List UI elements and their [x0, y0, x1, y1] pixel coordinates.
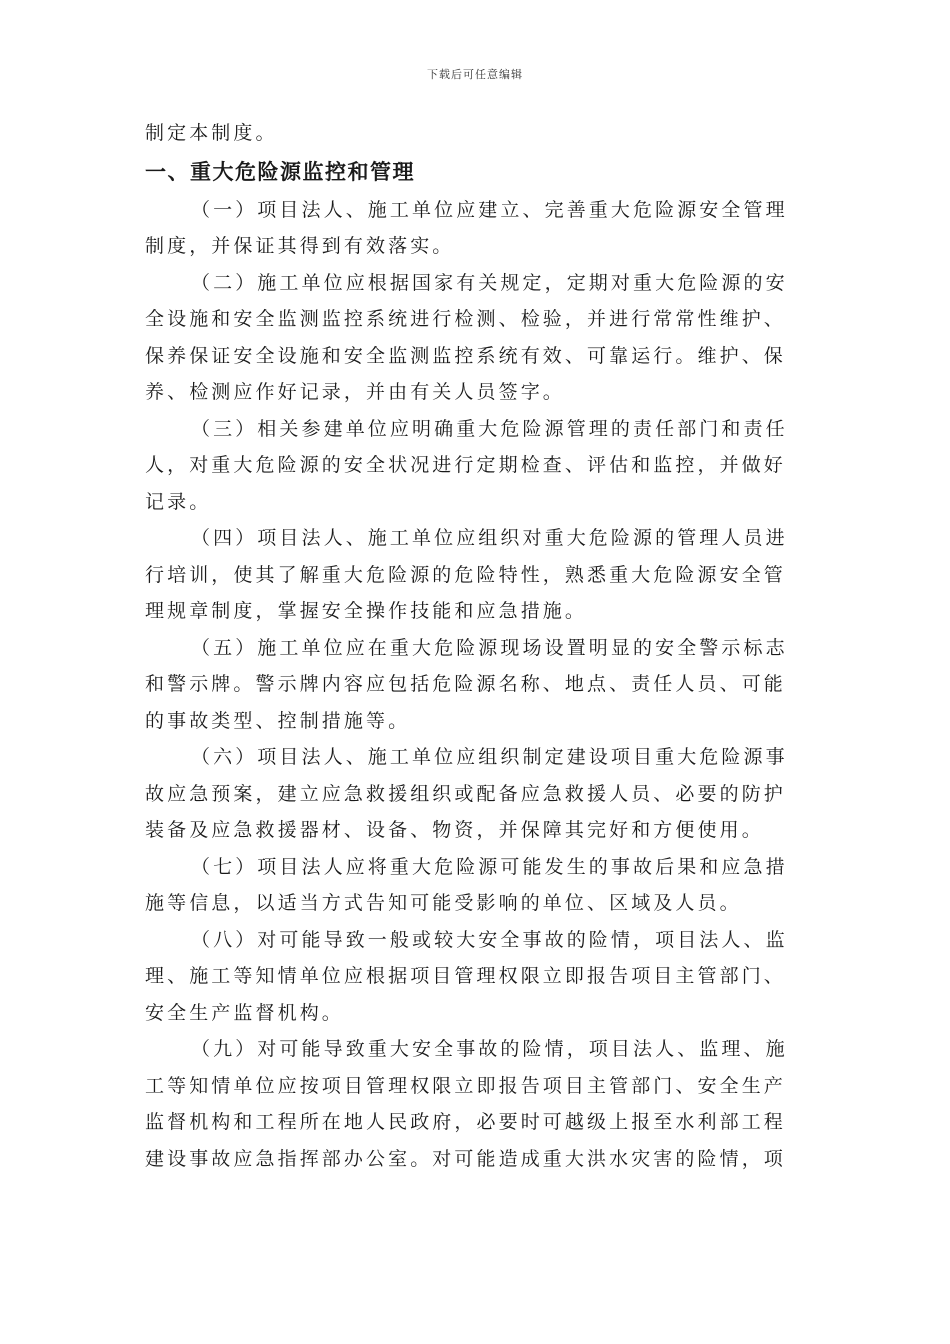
paragraph: [145, 1031, 807, 1177]
paragraph-line: 故应急预案，建立应急救援组织或配备应急救援人员、必要的防护: [145, 782, 786, 805]
paragraph-line: 工等知情单位应按项目管理权限立即报告项目主管部门、安全生产: [145, 1074, 786, 1097]
paragraph: [145, 192, 807, 265]
paragraph: [145, 630, 807, 740]
paragraph-line: 人，对重大危险源的安全状况进行定期检查、评估和监控，并做好: [145, 454, 786, 476]
paragraph-list: [145, 192, 807, 1178]
paragraph-line: 理规章制度，掌握安全操作技能和应急措施。: [145, 600, 588, 622]
paragraph: [145, 411, 807, 521]
paragraph-line: （二）施工单位应根据国家有关规定，定期对重大危险源的安: [191, 271, 788, 294]
paragraph: [145, 265, 807, 411]
paragraph-line: （一）项目法人、施工单位应建立、完善重大危险源安全管理: [191, 198, 788, 221]
paragraph-line: 记录。: [145, 490, 212, 513]
paragraph-line: 装备及应急救援器材、设备、物资，并保障其完好和方便使用。: [145, 819, 764, 841]
paragraph: [145, 739, 807, 849]
paragraph-line: 监督机构和工程所在地人民政府，必要时可越级上报至水利部工程: [145, 1111, 786, 1133]
paragraph-line: 制度，并保证其得到有效落实。: [145, 235, 455, 257]
paragraph-line: （四）项目法人、施工单位应组织对重大危险源的管理人员进: [191, 527, 788, 549]
paragraph-line: （五）施工单位应在重大危险源现场设置明显的安全警示标志: [191, 636, 788, 659]
paragraph-line: （七）项目法人应将重大危险源可能发生的事故后果和应急措: [191, 855, 788, 878]
paragraph-line: 保养保证安全设施和安全监测监控系统有效、可靠运行。维护、保: [145, 344, 786, 367]
paragraph: [145, 922, 807, 1032]
paragraph-line: （八）对可能导致一般或较大安全事故的险情，项目法人、监: [191, 928, 788, 951]
paragraph: [145, 849, 807, 922]
paragraph: [145, 520, 807, 630]
paragraph-line: 养、检测应作好记录，并由有关人员签字。: [145, 381, 565, 403]
document-body: [145, 115, 807, 1177]
paragraph-line: 施等信息，以适当方式告知可能受影响的单位、区域及人员。: [145, 892, 742, 914]
paragraph-line: （六）项目法人、施工单位应组织制定建设项目重大危险源事: [191, 746, 788, 768]
intro-line: 制定本制度。: [145, 122, 278, 144]
paragraph-line: 建设事故应急指挥部办公室。对可能造成重大洪水灾害的险情，项: [145, 1147, 786, 1170]
page-header: 下载后可任意编辑: [427, 68, 523, 81]
paragraph-line: 和警示牌。警示牌内容应包括危险源名称、地点、责任人员、可能: [145, 673, 786, 695]
paragraph-line: 的事故类型、控制措施等。: [145, 709, 411, 732]
paragraph-line: （九）对可能导致重大安全事故的险情，项目法人、监理、施: [191, 1038, 788, 1060]
section-title: 一、重大危险源监控和管理: [145, 159, 415, 184]
paragraph-line: （三）相关参建单位应明确重大危险源管理的责任部门和责任: [191, 417, 788, 440]
paragraph-line: 全设施和安全监测监控系统进行检测、检验，并进行常常性维护、: [145, 308, 786, 330]
paragraph-line: 行培训，使其了解重大危险源的危险特性，熟悉重大危险源安全管: [145, 563, 786, 586]
paragraph-line: 安全生产监督机构。: [145, 1001, 344, 1024]
paragraph-line: 理、施工等知情单位应根据项目管理权限立即报告项目主管部门、: [145, 965, 786, 987]
